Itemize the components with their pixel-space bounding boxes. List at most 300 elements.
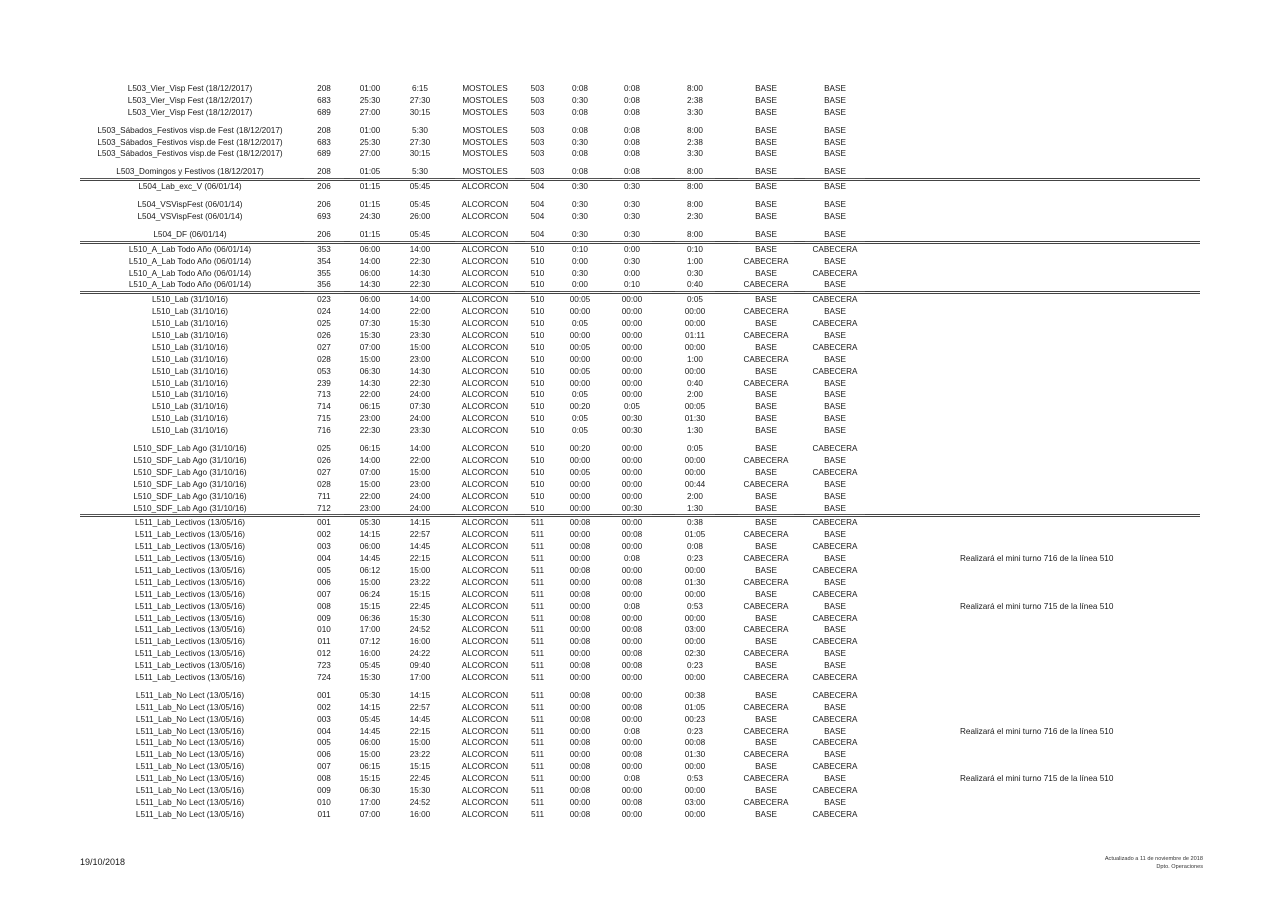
table-row	[0, 342, 1280, 354]
depot: ALCORCON	[461, 649, 509, 659]
table-row	[0, 529, 1280, 541]
time-a: 00:00	[569, 577, 591, 587]
table-row	[0, 107, 1280, 119]
time-a: 0:10	[572, 244, 588, 254]
line-number: 510	[530, 354, 545, 364]
origin: BASE	[755, 491, 777, 501]
time-b: 0:08	[624, 137, 640, 147]
table-row	[0, 378, 1280, 390]
time-c: 00:00	[684, 637, 706, 647]
start-time: 06:00	[359, 542, 381, 552]
shift-number: 354	[317, 256, 331, 266]
time-a: 0:00	[572, 256, 588, 266]
start-time: 06:15	[359, 402, 381, 412]
origin: BASE	[755, 785, 777, 795]
origin: CABECERA	[743, 750, 789, 760]
destination: BASE	[824, 726, 846, 736]
line-number: 511	[530, 690, 545, 700]
time-b: 0:08	[612, 166, 652, 179]
end-time: 14:30	[409, 268, 431, 278]
depot: ALCORCON	[461, 542, 509, 552]
time-b: 0:30	[624, 182, 640, 192]
duty-name: L511_Lab_No Lect (13/05/16)	[135, 714, 245, 724]
footer-date: 19/10/2018	[80, 857, 126, 867]
origin: BASE	[755, 107, 777, 117]
duty-name: L511_Lab_No Lect (13/05/16)	[135, 797, 245, 807]
destination: BASE	[824, 649, 846, 659]
duty-name: L504_DF (06/01/14)	[80, 229, 300, 242]
line-number: 503	[530, 95, 545, 105]
destination: BASE	[824, 200, 846, 210]
time-a: 00:00	[560, 503, 600, 516]
time-a: 00:08	[569, 565, 591, 575]
time-b: 00:30	[621, 426, 643, 436]
destination: BASE	[824, 390, 846, 400]
table-row	[0, 702, 1280, 714]
end-time: 27:30	[409, 95, 431, 105]
time-a: 0:30	[572, 137, 588, 147]
duty-name: L511_Lab_No Lect (13/05/16)	[135, 809, 245, 819]
time-c: 8:00	[675, 166, 715, 179]
time-b: 00:00	[621, 809, 643, 819]
time-a: 00:00	[569, 491, 591, 501]
time-c: 1:00	[687, 256, 703, 266]
destination: BASE	[824, 530, 846, 540]
table-row	[0, 690, 1280, 702]
table-row	[0, 672, 1280, 684]
shift-number: 206	[317, 182, 331, 192]
duty-name: L511_Lab_No Lect (13/05/16)	[135, 690, 245, 700]
depot: ALCORCON	[461, 785, 509, 795]
time-b: 0:00	[624, 244, 640, 254]
origin: CABECERA	[743, 455, 789, 465]
time-c: 1:00	[687, 354, 703, 364]
time-c: 00:00	[684, 809, 706, 819]
table-row	[0, 425, 1280, 437]
time-a: 00:00	[569, 601, 591, 611]
destination: BASE	[824, 125, 846, 135]
time-c: 8:00	[687, 200, 703, 210]
shift-number: 002	[317, 702, 331, 712]
shift-number: 239	[317, 378, 331, 388]
destination: CABECERA	[812, 444, 858, 454]
time-a: 00:08	[569, 785, 591, 795]
end-time: 30:15	[409, 149, 431, 159]
start-time: 14:45	[359, 554, 381, 564]
time-a: 00:00	[569, 378, 591, 388]
origin: CABECERA	[743, 479, 789, 489]
table-row	[0, 125, 1280, 137]
shift-number: 027	[317, 467, 331, 477]
origin: CABECERA	[738, 279, 794, 292]
end-time: 15:00	[409, 565, 431, 575]
time-a: 00:00	[569, 554, 591, 564]
destination: BASE	[805, 229, 865, 242]
time-c: 0:08	[687, 542, 703, 552]
time-c: 3:30	[687, 107, 703, 117]
origin: BASE	[755, 319, 777, 329]
depot: ALCORCON	[461, 182, 509, 192]
table-row	[0, 541, 1280, 553]
end-time: 23:00	[409, 479, 431, 489]
line-number: 503	[530, 107, 545, 117]
time-b: 0:08	[624, 125, 640, 135]
line-number: 510	[530, 331, 545, 341]
time-a: 00:08	[569, 690, 591, 700]
duty-name: L503_Sábados_Festivos visp.de Fest (18/12/2017)	[97, 149, 283, 159]
line-number: 511	[530, 738, 545, 748]
time-a: 00:00	[569, 750, 591, 760]
destination: CABECERA	[812, 319, 858, 329]
depot: ALCORCON	[461, 738, 509, 748]
origin: BASE	[755, 661, 777, 671]
table-row	[0, 83, 1280, 95]
start-time: 17:00	[359, 625, 381, 635]
time-a: 00:00	[569, 625, 591, 635]
table-row	[0, 749, 1280, 761]
time-c: 2:00	[687, 491, 703, 501]
shift-number: 689	[317, 107, 331, 117]
shift-number: 007	[317, 589, 331, 599]
time-c: 1:30	[675, 503, 715, 516]
depot: ALCORCON	[461, 390, 509, 400]
start-time: 25:30	[359, 95, 381, 105]
duty-name: L511_Lab_Lectivos (13/05/16)	[134, 554, 245, 564]
shift-number: 008	[317, 601, 331, 611]
depot: ALCORCON	[461, 467, 509, 477]
origin: BASE	[755, 637, 777, 647]
time-c: 00:00	[684, 785, 706, 795]
line-number: 510	[530, 426, 545, 436]
end-time: 16:00	[409, 809, 431, 819]
destination: CABECERA	[812, 762, 858, 772]
shift-number: 002	[317, 530, 331, 540]
end-time: 22:45	[409, 601, 431, 611]
start-time: 14:00	[359, 307, 381, 317]
time-b: 0:00	[624, 268, 640, 278]
table-row	[0, 491, 1280, 503]
line-number: 503	[530, 125, 545, 135]
time-a: 00:05	[569, 342, 591, 352]
destination: CABECERA	[812, 637, 858, 647]
origin: BASE	[755, 95, 777, 105]
line-number: 511	[530, 601, 545, 611]
shift-number: 010	[317, 797, 331, 807]
depot: ALCORCON	[461, 444, 509, 454]
shift-number: 001	[317, 690, 331, 700]
time-a: 00:20	[569, 444, 591, 454]
duty-name: L510_SDF_Lab Ago (31/10/16)	[133, 479, 247, 489]
footer-department: Dpto. Operaciones	[1156, 864, 1203, 870]
table-row	[0, 726, 1280, 738]
depot: ALCORCON	[461, 672, 509, 682]
start-time: 06:00	[359, 295, 381, 305]
time-a: 00:00	[569, 797, 591, 807]
shift-number: 028	[317, 479, 331, 489]
duty-name: L511_Lab_Lectivos (13/05/16)	[134, 649, 245, 659]
origin: CABECERA	[743, 726, 789, 736]
duty-name: L510_Lab (31/10/16)	[151, 307, 229, 317]
time-c: 01:30	[684, 577, 706, 587]
duty-name: L510_Lab (31/10/16)	[151, 390, 229, 400]
duty-name: L510_A_Lab Todo Año (06/01/14)	[80, 279, 300, 292]
start-time: 05:45	[359, 714, 381, 724]
time-b: 00:00	[621, 672, 643, 682]
start-time: 07:00	[359, 342, 381, 352]
time-b: 00:00	[621, 479, 643, 489]
destination: CABECERA	[812, 785, 858, 795]
time-c: 0:53	[687, 601, 703, 611]
time-c: 00:00	[684, 467, 706, 477]
origin: BASE	[755, 613, 777, 623]
shift-number: 028	[317, 354, 331, 364]
shift-number: 005	[317, 565, 331, 575]
time-c: 00:44	[684, 479, 706, 489]
origin: BASE	[738, 229, 794, 242]
shift-number: 206	[304, 229, 344, 242]
line-number: 504	[530, 212, 545, 222]
line-number: 511	[530, 637, 545, 647]
time-a: 0:30	[560, 229, 600, 242]
end-time: 14:15	[409, 518, 431, 528]
destination: BASE	[805, 279, 865, 292]
end-time: 22:30	[400, 279, 440, 292]
shift-number: 353	[317, 244, 331, 254]
shift-number: 008	[317, 774, 331, 784]
destination: BASE	[824, 331, 846, 341]
depot: MOSTOLES	[462, 107, 508, 117]
time-b: 00:00	[621, 444, 643, 454]
time-c: 0:40	[687, 378, 703, 388]
start-time: 22:00	[359, 491, 381, 501]
origin: BASE	[755, 809, 777, 819]
shift-number: 724	[317, 672, 331, 682]
depot: ALCORCON	[461, 378, 509, 388]
start-time: 06:00	[359, 244, 381, 254]
depot: ALCORCON	[461, 256, 509, 266]
duty-name: L511_Lab_Lectivos (13/05/16)	[134, 589, 245, 599]
line-number: 503	[530, 84, 545, 93]
line-number: 510	[530, 307, 545, 317]
duty-name: L503_Domingos y Festivos (18/12/2017)	[80, 166, 300, 179]
start-time: 01:00	[359, 84, 381, 93]
line-number: 510	[530, 378, 545, 388]
duty-name: L511_Lab_Lectivos (13/05/16)	[134, 542, 245, 552]
destination: BASE	[824, 702, 846, 712]
end-time: 30:15	[409, 107, 431, 117]
time-c: 01:30	[684, 414, 706, 424]
origin: BASE	[755, 402, 777, 412]
duty-name: L510_Lab (31/10/16)	[151, 354, 229, 364]
time-b: 00:00	[621, 378, 643, 388]
time-b: 0:08	[624, 726, 640, 736]
time-a: 0:30	[572, 212, 588, 222]
depot: ALCORCON	[461, 690, 509, 700]
end-time: 24:00	[400, 503, 440, 516]
shift-number: 356	[304, 279, 344, 292]
time-b: 00:00	[621, 390, 643, 400]
time-a: 0:08	[572, 149, 588, 159]
line-number: 510	[530, 366, 545, 376]
line-number: 510	[530, 256, 545, 266]
destination: CABECERA	[812, 809, 858, 819]
time-c: 8:00	[687, 125, 703, 135]
shift-number: 003	[317, 542, 331, 552]
line-number: 510	[530, 268, 545, 278]
time-b: 00:00	[621, 637, 643, 647]
depot: MOSTOLES	[462, 125, 508, 135]
end-time: 23:00	[409, 354, 431, 364]
time-b: 00:00	[621, 342, 643, 352]
start-time: 05:30	[359, 690, 381, 700]
depot: ALCORCON	[461, 455, 509, 465]
line-number: 510	[530, 342, 545, 352]
line-number: 511	[530, 797, 545, 807]
end-time: 5:30	[412, 125, 428, 135]
line-number: 511	[530, 649, 545, 659]
shift-number: 723	[317, 661, 331, 671]
end-time: 22:15	[409, 554, 431, 564]
end-time: 22:15	[409, 726, 431, 736]
start-time: 15:00	[359, 577, 381, 587]
footer-credits	[1060, 855, 1203, 871]
table-row	[0, 389, 1280, 401]
end-time: 23:22	[409, 750, 431, 760]
time-a: 00:00	[569, 702, 591, 712]
end-time: 23:30	[409, 426, 431, 436]
destination: CABECERA	[812, 244, 858, 254]
time-c: 0:23	[687, 726, 703, 736]
table-row	[0, 797, 1280, 809]
origin: BASE	[755, 518, 777, 528]
shift-number: 683	[317, 95, 331, 105]
table-row	[0, 306, 1280, 318]
end-time: 14:45	[409, 714, 431, 724]
table-row	[0, 211, 1280, 223]
end-time: 14:45	[409, 542, 431, 552]
destination: CABECERA	[812, 342, 858, 352]
line-number: 511	[530, 530, 545, 540]
origin: BASE	[755, 295, 777, 305]
destination: BASE	[824, 354, 846, 364]
origin: BASE	[755, 690, 777, 700]
start-time: 15:30	[359, 331, 381, 341]
shift-number: 009	[317, 785, 331, 795]
shift-number: 001	[317, 518, 331, 528]
table-row	[0, 181, 1280, 193]
time-b: 00:00	[621, 319, 643, 329]
table-row	[0, 443, 1280, 455]
origin: BASE	[755, 738, 777, 748]
depot: ALCORCON	[461, 637, 509, 647]
time-b: 00:00	[621, 491, 643, 501]
origin: BASE	[755, 366, 777, 376]
shift-number: 683	[317, 137, 331, 147]
start-time: 07:12	[359, 637, 381, 647]
table-row	[0, 401, 1280, 413]
start-time: 14:30	[359, 378, 381, 388]
start-time: 16:00	[359, 649, 381, 659]
time-a: 00:00	[569, 307, 591, 317]
end-time: 27:30	[409, 137, 431, 147]
depot: ALCORCON	[461, 554, 509, 564]
destination: BASE	[824, 750, 846, 760]
depot: ALCORCON	[461, 366, 509, 376]
table-row	[0, 148, 1280, 160]
time-c: 00:00	[684, 342, 706, 352]
start-time: 14:00	[359, 455, 381, 465]
time-c: 01:05	[684, 702, 706, 712]
line-number: 511	[530, 702, 545, 712]
table-row	[0, 577, 1280, 589]
origin: BASE	[755, 137, 777, 147]
line-number: 510	[530, 491, 545, 501]
time-a: 0:30	[572, 268, 588, 278]
table-row	[0, 761, 1280, 773]
line-number: 504	[530, 200, 545, 210]
time-b: 00:08	[621, 649, 643, 659]
end-time: 22:57	[409, 702, 431, 712]
shift-number: 712	[304, 503, 344, 516]
depot: ALCORCON	[461, 295, 509, 305]
time-c: 00:00	[684, 319, 706, 329]
duty-name: L511_Lab_No Lect (13/05/16)	[135, 738, 245, 748]
destination: BASE	[824, 774, 846, 784]
shift-number: 689	[317, 149, 331, 159]
table-row	[0, 413, 1280, 425]
time-c: 0:23	[687, 661, 703, 671]
time-a: 00:00	[569, 455, 591, 465]
start-time: 14:15	[359, 530, 381, 540]
start-time: 07:30	[359, 319, 381, 329]
end-time: 15:00	[409, 342, 431, 352]
start-time: 06:12	[359, 565, 381, 575]
line-number: 511	[530, 589, 545, 599]
time-b: 0:30	[624, 200, 640, 210]
destination: CABECERA	[812, 295, 858, 305]
start-time: 06:36	[359, 613, 381, 623]
depot: ALCORCON	[461, 479, 509, 489]
duty-name: L511_Lab_No Lect (13/05/16)	[135, 702, 245, 712]
start-time: 05:45	[359, 661, 381, 671]
time-a: 00:00	[569, 649, 591, 659]
table-row	[0, 553, 1280, 565]
origin: CABECERA	[743, 354, 789, 364]
time-b: 00:00	[621, 690, 643, 700]
origin: CABECERA	[743, 774, 789, 784]
duty-name: L511_Lab_Lectivos (13/05/16)	[134, 577, 245, 587]
destination: CABECERA	[812, 589, 858, 599]
depot: MOSTOLES	[455, 166, 515, 179]
start-time: 23:00	[359, 414, 381, 424]
line-number: 510	[530, 295, 545, 305]
line-number: 511	[530, 774, 545, 784]
time-c: 00:00	[684, 307, 706, 317]
table-row	[0, 565, 1280, 577]
depot: ALCORCON	[461, 661, 509, 671]
shift-number: 011	[317, 809, 331, 819]
end-time: 15:30	[409, 785, 431, 795]
table-row	[0, 517, 1280, 529]
start-time: 15:00	[359, 354, 381, 364]
table-row	[0, 256, 1280, 268]
time-b: 00:00	[621, 613, 643, 623]
time-b: 0:08	[624, 554, 640, 564]
time-c: 01:30	[684, 750, 706, 760]
shift-number: 026	[317, 331, 331, 341]
shift-number: 208	[317, 125, 331, 135]
duty-name: L510_Lab (31/10/16)	[151, 366, 229, 376]
